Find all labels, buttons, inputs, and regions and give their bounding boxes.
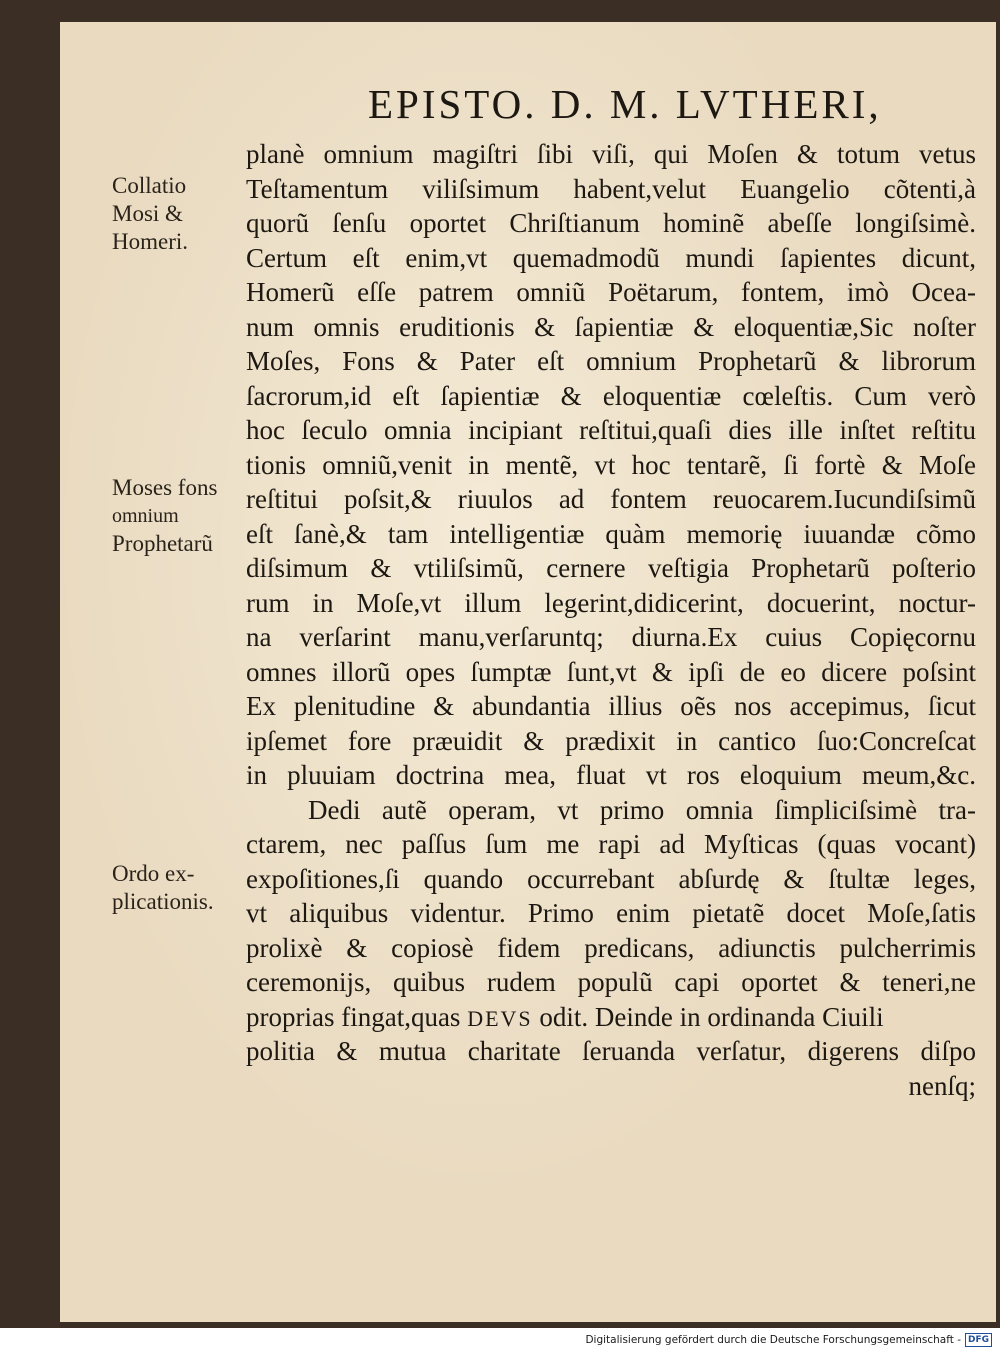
deus-small-caps: DEVS [467, 1005, 533, 1031]
footer-text: Digitalisierung gefördert durch die Deutsche Forschungsgemeinschaft - [585, 1334, 961, 1346]
text-line: planè omnium magiſtri ſibi viſi, qui Moſen & totum vetus [246, 139, 976, 169]
text-line: omnes illorũ opes ſumptæ ſunt,vt & ipſi de eo dicere poſsint [246, 656, 976, 687]
marginal-note-line: Moses fons [112, 475, 218, 500]
marginal-note-line: Ordo ex- [112, 861, 195, 886]
text-line: hoc ſeculo omnia incipiant reſtitui,quaſi dies ille inſtet reſtitu [246, 415, 976, 445]
text-line: eſt ſanè,& tam intelligentiæ quàm memorię iuuandæ cõmo [246, 518, 976, 549]
marginal-note-line: Mosi & [112, 201, 183, 226]
text-line: ſacrorum,id eſt ſapientiæ & eloquentiæ cœleſtis. Cum verò [246, 380, 976, 411]
marginal-note-line: Prophetarũ [112, 531, 213, 556]
marginal-note-line: omnium [112, 505, 179, 527]
text-line: Teſtamentum viliſsimum habent,velut Euangelio cõtenti,à [246, 173, 976, 204]
text-line: vt aliquibus videntur. Primo enim pietatẽ docet Moſe,ſatis [246, 898, 976, 928]
main-text [246, 137, 976, 1103]
text-fragment: proprias fingat,quas [246, 1001, 461, 1032]
text-fragment: odit. Deinde in ordinanda Ciuili [539, 1001, 884, 1032]
text-line: expoſitiones,ſi quando occurrebant abſurdę & ſtultæ leges, [246, 863, 976, 894]
text-line-paragraph-start: Dedi autẽ operam, vt primo omnia ſimpliciſsimè tra- [308, 794, 976, 825]
text-line: quorũ ſenſu oportet Chriſtianum hominẽ abeſſe longiſsimè. [246, 208, 976, 238]
marginal-note-line: Homeri. [112, 229, 189, 254]
text-line: Ex plenitudine & abundantia illius oẽs nos accepimus, ſicut [246, 691, 976, 721]
text-line: ctarem, nec paſſus ſum me rapi ad Myſticas (quas vocant) [246, 829, 976, 859]
text-line: ceremonijs, quibus rudem populũ capi oportet & teneri,ne [246, 967, 976, 997]
text-line: rum in Moſe,vt illum legerint,didicerint, docuerint, noctur- [246, 587, 976, 618]
text-line: Homerũ eſſe patrem omniũ Poëtarum, fontem, imò Ocea- [246, 277, 976, 307]
text-line: num omnis eruditionis & ſapientiæ & eloquentiæ,Sic noſter [246, 311, 976, 342]
marginal-note-line: Collatio [112, 173, 187, 198]
text-line: diſsimum & vtiliſsimũ, cernere veſtigia Prophetarũ poſterio [246, 553, 976, 583]
marginal-note-line: plicationis. [112, 889, 214, 914]
text-line: Certum eſt enim,vt quemadmodũ mundi ſapientes dicunt, [246, 242, 976, 273]
text-line: ipſemet fore præuidit & prædixit in cantico ſuo:Concreſcat [246, 725, 976, 756]
catchword: nenſq; [908, 1070, 976, 1101]
text-line: prolixè & copiosè fidem predicans, adiunctis pulcherrimis [246, 932, 976, 963]
text-line-deus [246, 1000, 976, 1035]
marginal-note-collatio [112, 172, 188, 256]
text-line: politia & mutua charitate ſeruanda verſatur, digerens diſpo [246, 1036, 976, 1066]
text-line: na verſarint manu,verſaruntq; diurna.Ex cuius Copięcornu [246, 622, 976, 652]
marginal-note-ordo [112, 860, 214, 916]
dfg-logo: DFG [965, 1333, 992, 1347]
text-line: Moſes, Fons & Pater eſt omnium Prophetarũ & librorum [246, 346, 976, 376]
digitization-credit [585, 1333, 992, 1347]
marginal-note-moses [112, 474, 217, 558]
text-line: in pluuiam doctrina mea, fluat vt ros eloquium meum,&c. [246, 760, 976, 790]
running-head: EPISTO. D. M. LVTHERI, [368, 81, 882, 127]
text-line: reſtitui poſsit,& riuulos ad fontem reuocarem.Iucundiſsimũ [246, 484, 976, 514]
text-line: tionis omniũ,venit in mentẽ, vt hoc tentarẽ, ſi fortè & Moſe [246, 449, 976, 480]
